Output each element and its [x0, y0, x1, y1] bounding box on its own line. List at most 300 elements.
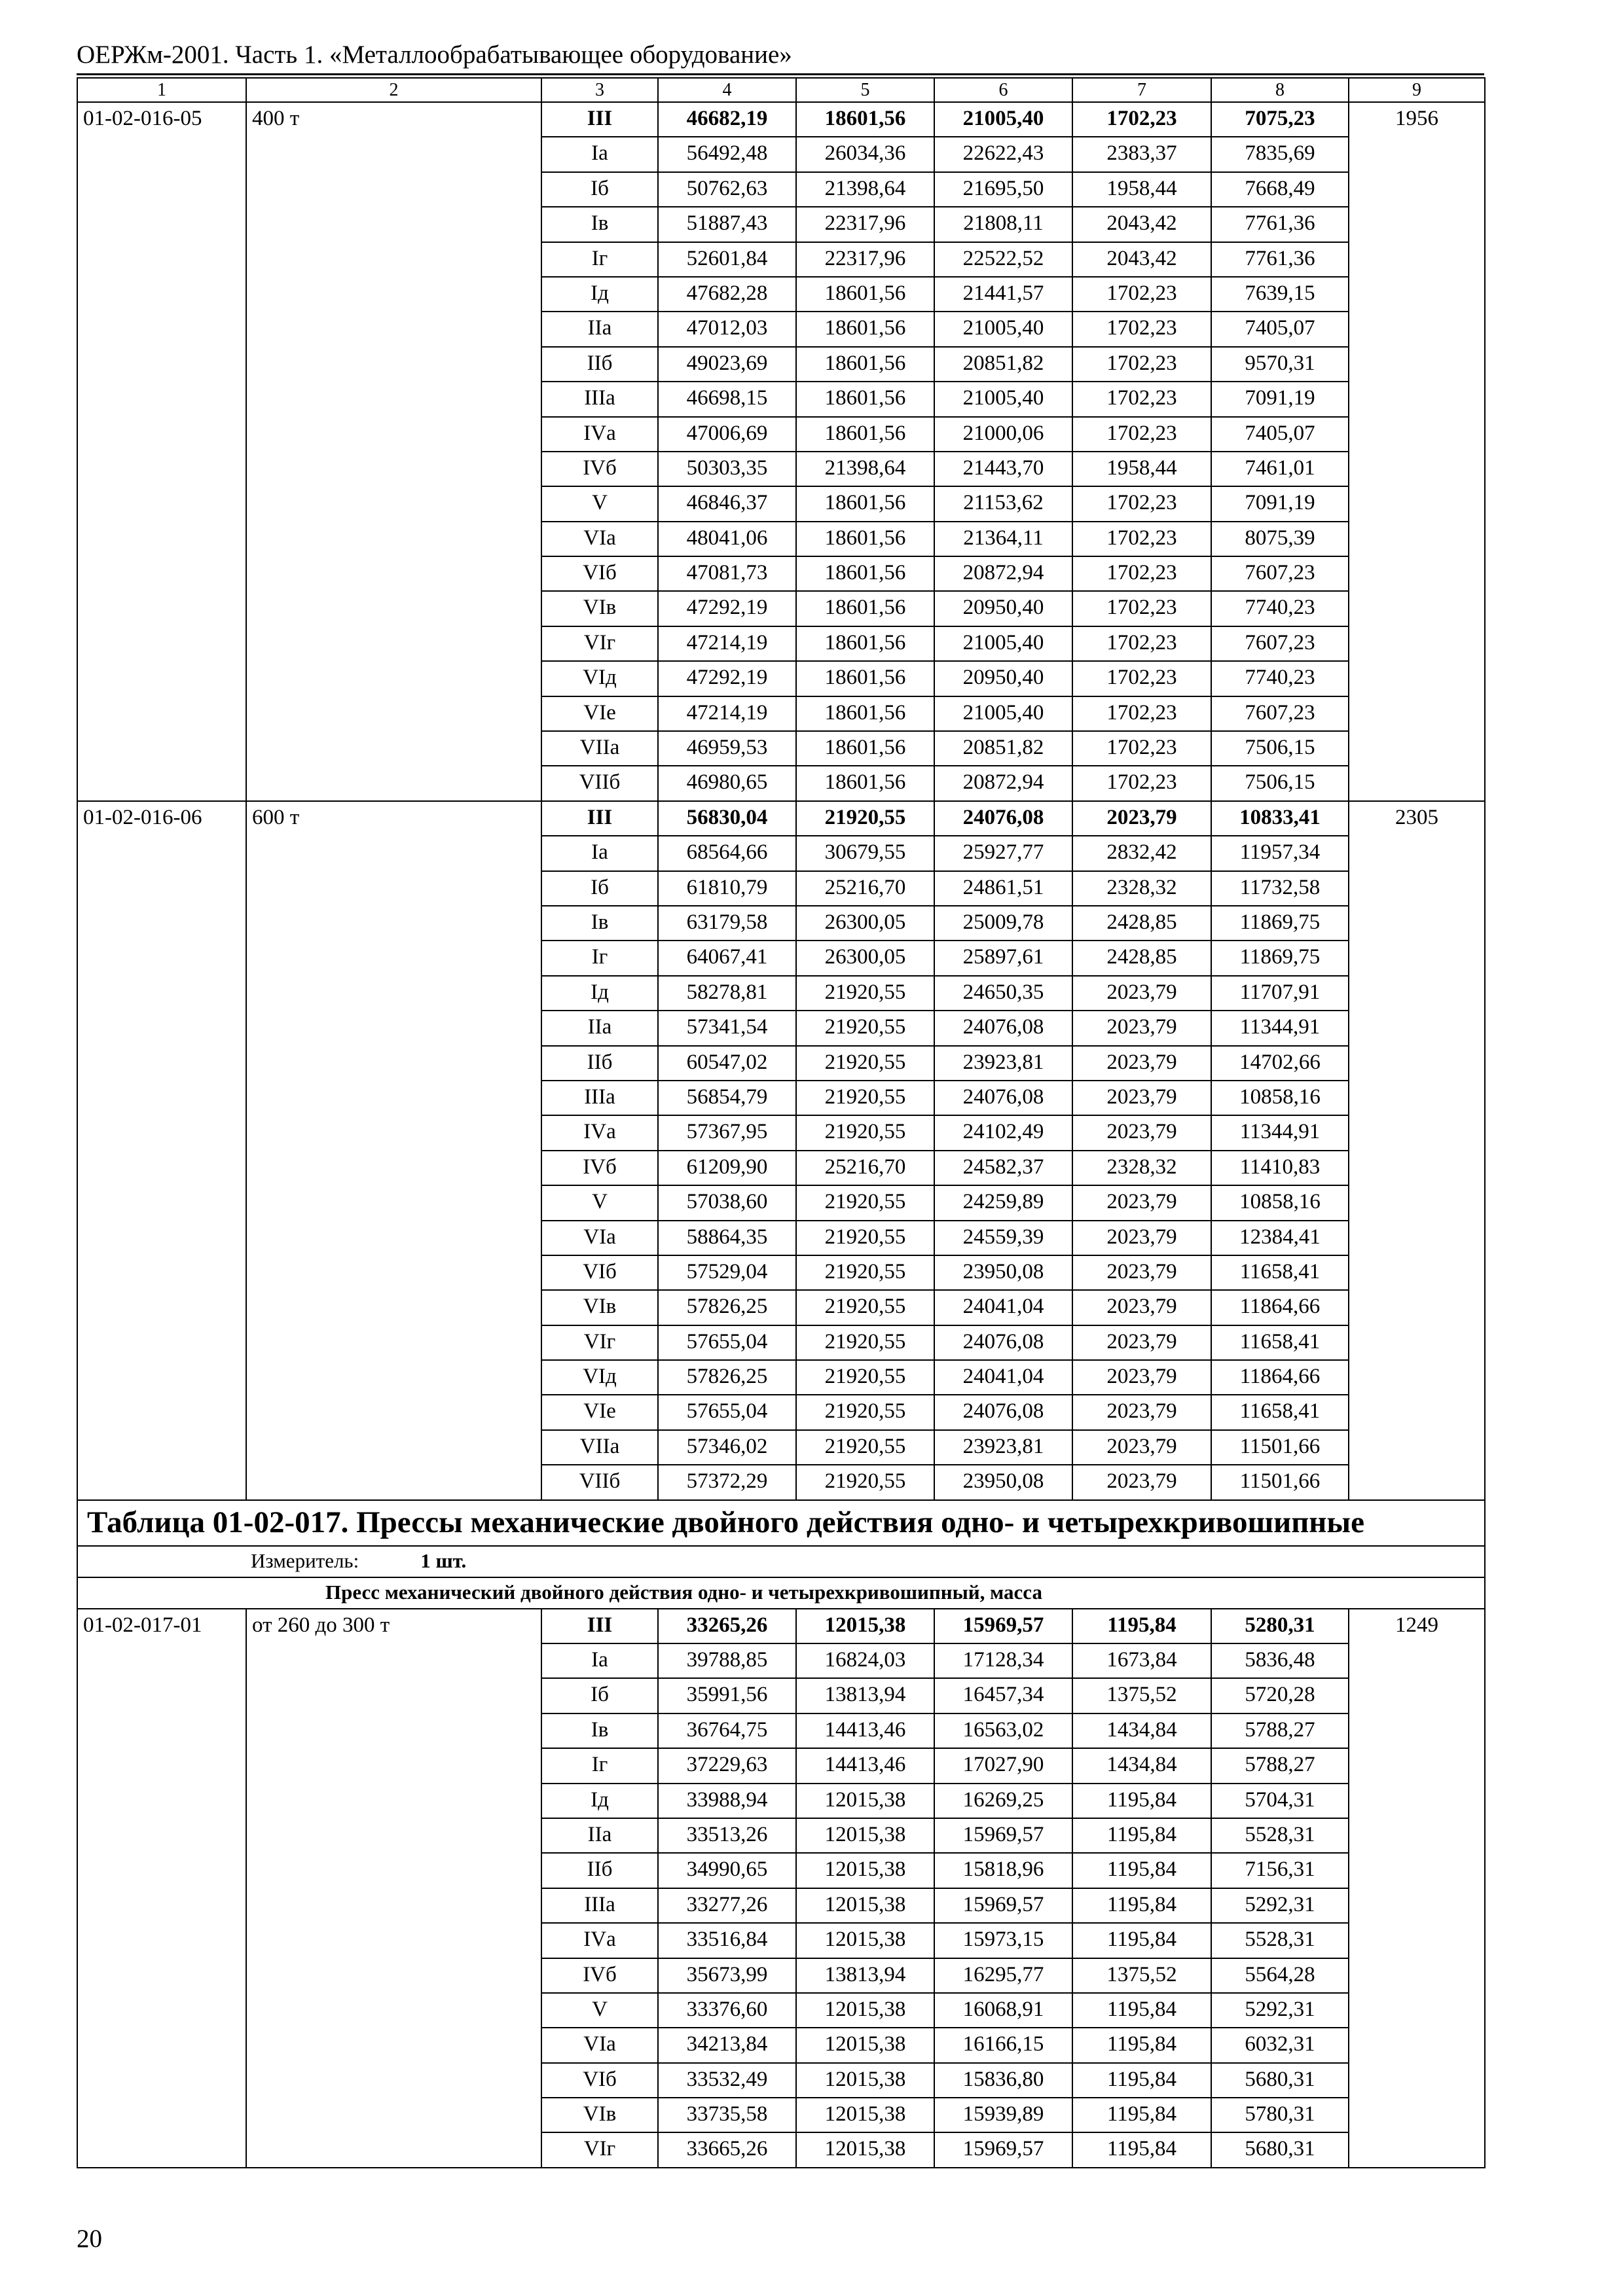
- value-cell: 18601,56: [796, 731, 934, 766]
- value-cell: 2023,79: [1072, 1046, 1211, 1081]
- zone-cell: IVб: [541, 1958, 658, 1993]
- zone-cell: VIв: [541, 1290, 658, 1325]
- value-cell: 2832,42: [1072, 836, 1211, 870]
- zone-cell: IVб: [541, 1151, 658, 1185]
- zone-cell: VIд: [541, 1360, 658, 1395]
- zone-cell: VIб: [541, 556, 658, 591]
- value-cell: 57038,60: [658, 1185, 796, 1220]
- value-cell: 1958,44: [1072, 452, 1211, 486]
- column-number: 2: [246, 78, 541, 102]
- meter-row: [77, 1546, 1485, 1577]
- value-cell: 50762,63: [658, 172, 796, 207]
- value-cell: 1195,84: [1072, 1923, 1211, 1958]
- value-cell: 21005,40: [934, 382, 1072, 416]
- value-cell: 16824,03: [796, 1643, 934, 1678]
- zone-cell: VIв: [541, 591, 658, 626]
- value-cell: 24559,39: [934, 1221, 1072, 1255]
- value-cell: 1673,84: [1072, 1643, 1211, 1678]
- value-cell: 15818,96: [934, 1853, 1072, 1888]
- value-cell: 2023,79: [1072, 1325, 1211, 1360]
- value-cell: 12015,38: [796, 1888, 934, 1923]
- value-cell: 46682,19: [658, 102, 796, 137]
- zone-cell: VIг: [541, 626, 658, 661]
- value-cell: 11658,41: [1211, 1255, 1349, 1290]
- value-cell: 12015,38: [796, 1923, 934, 1958]
- value-cell: 14413,46: [796, 1713, 934, 1748]
- zone-cell: III: [541, 1609, 658, 1643]
- value-cell: 5720,28: [1211, 1678, 1349, 1713]
- value-cell: 64067,41: [658, 941, 796, 975]
- value-cell: 1195,84: [1072, 1818, 1211, 1853]
- value-cell: 1702,23: [1072, 102, 1211, 137]
- value-cell: 1702,23: [1072, 417, 1211, 452]
- value-cell: 57367,95: [658, 1115, 796, 1150]
- section-title-row: [77, 1577, 1485, 1609]
- value-cell: 2023,79: [1072, 801, 1211, 836]
- value-cell: 7091,19: [1211, 382, 1349, 416]
- value-cell: 2328,32: [1072, 871, 1211, 906]
- value-cell: 20950,40: [934, 591, 1072, 626]
- value-cell: 21920,55: [796, 1465, 934, 1499]
- value-cell: 57826,25: [658, 1290, 796, 1325]
- value-cell: 2023,79: [1072, 976, 1211, 1011]
- value-cell: 49023,69: [658, 347, 796, 382]
- value-cell: 7405,07: [1211, 312, 1349, 346]
- value-cell: 1702,23: [1072, 312, 1211, 346]
- value-cell: 8075,39: [1211, 522, 1349, 556]
- zone-cell: VIа: [541, 522, 658, 556]
- value-cell: 2328,32: [1072, 1151, 1211, 1185]
- zone-cell: IVа: [541, 417, 658, 452]
- value-cell: 61209,90: [658, 1151, 796, 1185]
- value-cell: 48041,06: [658, 522, 796, 556]
- table-title-row: [77, 1500, 1485, 1546]
- zone-cell: VIIа: [541, 1430, 658, 1465]
- value-cell: 1702,23: [1072, 347, 1211, 382]
- value-cell: 21005,40: [934, 696, 1072, 731]
- value-cell: 37229,63: [658, 1748, 796, 1783]
- value-cell: 2023,79: [1072, 1011, 1211, 1045]
- value-cell: 24861,51: [934, 871, 1072, 906]
- value-cell: 5704,31: [1211, 1784, 1349, 1818]
- value-cell: 21920,55: [796, 1185, 934, 1220]
- value-cell: 56854,79: [658, 1081, 796, 1115]
- total-cell: 2305: [1349, 801, 1485, 1500]
- value-cell: 34213,84: [658, 2028, 796, 2062]
- value-cell: 57655,04: [658, 1395, 796, 1429]
- value-cell: 1375,52: [1072, 1678, 1211, 1713]
- value-cell: 1375,52: [1072, 1958, 1211, 1993]
- value-cell: 21920,55: [796, 976, 934, 1011]
- value-cell: 24259,89: [934, 1185, 1072, 1220]
- value-cell: 57826,25: [658, 1360, 796, 1395]
- value-cell: 21920,55: [796, 1395, 934, 1429]
- value-cell: 5564,28: [1211, 1958, 1349, 1993]
- value-cell: 20872,94: [934, 556, 1072, 591]
- zone-cell: IIа: [541, 312, 658, 346]
- value-cell: 16457,34: [934, 1678, 1072, 1713]
- value-cell: 1702,23: [1072, 626, 1211, 661]
- value-cell: 15969,57: [934, 1888, 1072, 1923]
- zone-cell: III: [541, 801, 658, 836]
- zone-cell: VIб: [541, 1255, 658, 1290]
- zone-cell: VIг: [541, 1325, 658, 1360]
- value-cell: 21441,57: [934, 277, 1072, 312]
- value-cell: 5780,31: [1211, 2098, 1349, 2132]
- value-cell: 21920,55: [796, 1115, 934, 1150]
- zone-cell: IIIа: [541, 382, 658, 416]
- zone-cell: VIIа: [541, 731, 658, 766]
- value-cell: 11501,66: [1211, 1465, 1349, 1499]
- zone-cell: Iв: [541, 906, 658, 941]
- value-cell: 21005,40: [934, 626, 1072, 661]
- value-cell: 1958,44: [1072, 172, 1211, 207]
- value-cell: 26300,05: [796, 941, 934, 975]
- value-cell: 12015,38: [796, 1784, 934, 1818]
- value-cell: 20872,94: [934, 766, 1072, 800]
- value-cell: 47012,03: [658, 312, 796, 346]
- value-cell: 24041,04: [934, 1290, 1072, 1325]
- value-cell: 14702,66: [1211, 1046, 1349, 1081]
- value-cell: 35673,99: [658, 1958, 796, 1993]
- value-cell: 11869,75: [1211, 941, 1349, 975]
- value-cell: 1702,23: [1072, 486, 1211, 521]
- header-divider: [77, 73, 1484, 75]
- value-cell: 12015,38: [796, 1609, 934, 1643]
- zone-cell: IIIа: [541, 1081, 658, 1115]
- rates-table-body: [77, 78, 1485, 2168]
- value-cell: 18601,56: [796, 626, 934, 661]
- zone-cell: IVа: [541, 1115, 658, 1150]
- value-cell: 12015,38: [796, 2098, 934, 2132]
- value-cell: 5292,31: [1211, 1993, 1349, 2028]
- value-cell: 6032,31: [1211, 2028, 1349, 2062]
- value-cell: 33513,26: [658, 1818, 796, 1853]
- value-cell: 20851,82: [934, 731, 1072, 766]
- value-cell: 18601,56: [796, 766, 934, 800]
- value-cell: 21005,40: [934, 312, 1072, 346]
- value-cell: 36764,75: [658, 1713, 796, 1748]
- code-cell: 01-02-016-06: [77, 801, 246, 1500]
- value-cell: 21920,55: [796, 801, 934, 836]
- value-cell: 15969,57: [934, 1609, 1072, 1643]
- column-number: 9: [1349, 78, 1485, 102]
- value-cell: 24076,08: [934, 1011, 1072, 1045]
- value-cell: 18601,56: [796, 486, 934, 521]
- value-cell: 12384,41: [1211, 1221, 1349, 1255]
- value-cell: 5292,31: [1211, 1888, 1349, 1923]
- value-cell: 10833,41: [1211, 801, 1349, 836]
- value-cell: 7607,23: [1211, 626, 1349, 661]
- value-cell: 60547,02: [658, 1046, 796, 1081]
- value-cell: 57372,29: [658, 1465, 796, 1499]
- value-cell: 7639,15: [1211, 277, 1349, 312]
- value-cell: 5280,31: [1211, 1609, 1349, 1643]
- value-cell: 7835,69: [1211, 137, 1349, 171]
- zone-cell: VIIб: [541, 1465, 658, 1499]
- value-cell: 7740,23: [1211, 661, 1349, 696]
- value-cell: 25897,61: [934, 941, 1072, 975]
- value-cell: 2023,79: [1072, 1221, 1211, 1255]
- value-cell: 11501,66: [1211, 1430, 1349, 1465]
- value-cell: 5836,48: [1211, 1643, 1349, 1678]
- value-cell: 24076,08: [934, 1395, 1072, 1429]
- value-cell: 22317,96: [796, 207, 934, 242]
- rates-table: [77, 77, 1486, 2168]
- section-title: Пресс механический двойного действия одно- и четырехкривошипный, масса: [77, 1577, 1485, 1609]
- value-cell: 1702,23: [1072, 661, 1211, 696]
- value-cell: 5528,31: [1211, 1818, 1349, 1853]
- value-cell: 39788,85: [658, 1643, 796, 1678]
- value-cell: 68564,66: [658, 836, 796, 870]
- zone-cell: Iд: [541, 976, 658, 1011]
- value-cell: 14413,46: [796, 1748, 934, 1783]
- value-cell: 21005,40: [934, 102, 1072, 137]
- value-cell: 16295,77: [934, 1958, 1072, 1993]
- zone-cell: VIIб: [541, 766, 658, 800]
- value-cell: 16269,25: [934, 1784, 1072, 1818]
- value-cell: 18601,56: [796, 417, 934, 452]
- zone-cell: Iб: [541, 1678, 658, 1713]
- zone-cell: Iа: [541, 836, 658, 870]
- value-cell: 2383,37: [1072, 137, 1211, 171]
- value-cell: 11344,91: [1211, 1115, 1349, 1150]
- value-cell: 20851,82: [934, 347, 1072, 382]
- zone-cell: VIв: [541, 2098, 658, 2132]
- column-number: 5: [796, 78, 934, 102]
- value-cell: 21920,55: [796, 1290, 934, 1325]
- value-cell: 2023,79: [1072, 1360, 1211, 1395]
- value-cell: 25927,77: [934, 836, 1072, 870]
- value-cell: 33665,26: [658, 2132, 796, 2167]
- value-cell: 12015,38: [796, 1853, 934, 1888]
- value-cell: 1702,23: [1072, 696, 1211, 731]
- total-cell: 1249: [1349, 1609, 1485, 2168]
- value-cell: 11658,41: [1211, 1395, 1349, 1429]
- table-row: [77, 801, 1485, 836]
- value-cell: 18601,56: [796, 696, 934, 731]
- zone-cell: IIб: [541, 347, 658, 382]
- value-cell: 15973,15: [934, 1923, 1072, 1958]
- value-cell: 7668,49: [1211, 172, 1349, 207]
- value-cell: 1195,84: [1072, 2098, 1211, 2132]
- column-number: 8: [1211, 78, 1349, 102]
- value-cell: 47081,73: [658, 556, 796, 591]
- value-cell: 24582,37: [934, 1151, 1072, 1185]
- value-cell: 21000,06: [934, 417, 1072, 452]
- zone-cell: Iд: [541, 1784, 658, 1818]
- value-cell: 2023,79: [1072, 1255, 1211, 1290]
- value-cell: 16166,15: [934, 2028, 1072, 2062]
- value-cell: 15969,57: [934, 2132, 1072, 2167]
- value-cell: 18601,56: [796, 661, 934, 696]
- value-cell: 24076,08: [934, 1325, 1072, 1360]
- zone-cell: VIа: [541, 2028, 658, 2062]
- value-cell: 11864,66: [1211, 1290, 1349, 1325]
- value-cell: 46980,65: [658, 766, 796, 800]
- value-cell: 1195,84: [1072, 1993, 1211, 2028]
- value-cell: 1195,84: [1072, 2132, 1211, 2167]
- value-cell: 12015,38: [796, 1818, 934, 1853]
- value-cell: 46959,53: [658, 731, 796, 766]
- zone-cell: VIг: [541, 2132, 658, 2167]
- value-cell: 1702,23: [1072, 277, 1211, 312]
- column-number: 3: [541, 78, 658, 102]
- value-cell: 11707,91: [1211, 976, 1349, 1011]
- value-cell: 5788,27: [1211, 1713, 1349, 1748]
- zone-cell: Iд: [541, 277, 658, 312]
- value-cell: 5680,31: [1211, 2132, 1349, 2167]
- zone-cell: IIб: [541, 1853, 658, 1888]
- value-cell: 18601,56: [796, 312, 934, 346]
- value-cell: 21920,55: [796, 1430, 934, 1465]
- zone-cell: IIIа: [541, 1888, 658, 1923]
- value-cell: 9570,31: [1211, 347, 1349, 382]
- meter-cell: [77, 1546, 1485, 1577]
- value-cell: 21364,11: [934, 522, 1072, 556]
- value-cell: 25216,70: [796, 871, 934, 906]
- value-cell: 2023,79: [1072, 1081, 1211, 1115]
- value-cell: 22317,96: [796, 242, 934, 277]
- value-cell: 21920,55: [796, 1011, 934, 1045]
- name-cell: 600 т: [246, 801, 541, 1500]
- zone-cell: Iб: [541, 871, 658, 906]
- meter-value: 1 шт.: [420, 1549, 467, 1572]
- value-cell: 12015,38: [796, 1993, 934, 2028]
- value-cell: 56830,04: [658, 801, 796, 836]
- zone-cell: IIб: [541, 1046, 658, 1081]
- zone-cell: IIа: [541, 1818, 658, 1853]
- value-cell: 1195,84: [1072, 1888, 1211, 1923]
- value-cell: 46698,15: [658, 382, 796, 416]
- meter-label: Измеритель:: [251, 1549, 359, 1572]
- value-cell: 18601,56: [796, 347, 934, 382]
- zone-cell: Iг: [541, 242, 658, 277]
- value-cell: 1702,23: [1072, 522, 1211, 556]
- zone-cell: VIб: [541, 2063, 658, 2098]
- value-cell: 1195,84: [1072, 1784, 1211, 1818]
- value-cell: 7091,19: [1211, 486, 1349, 521]
- column-number: 1: [77, 78, 246, 102]
- value-cell: 10858,16: [1211, 1185, 1349, 1220]
- value-cell: 22622,43: [934, 137, 1072, 171]
- value-cell: 46846,37: [658, 486, 796, 521]
- code-cell: 01-02-016-05: [77, 102, 246, 801]
- value-cell: 11864,66: [1211, 1360, 1349, 1395]
- value-cell: 21920,55: [796, 1325, 934, 1360]
- value-cell: 56492,48: [658, 137, 796, 171]
- value-cell: 21920,55: [796, 1360, 934, 1395]
- value-cell: 23923,81: [934, 1046, 1072, 1081]
- value-cell: 2043,42: [1072, 242, 1211, 277]
- value-cell: 47006,69: [658, 417, 796, 452]
- value-cell: 1702,23: [1072, 731, 1211, 766]
- value-cell: 33277,26: [658, 1888, 796, 1923]
- value-cell: 21920,55: [796, 1081, 934, 1115]
- value-cell: 33516,84: [658, 1923, 796, 1958]
- value-cell: 15836,80: [934, 2063, 1072, 2098]
- value-cell: 24650,35: [934, 976, 1072, 1011]
- value-cell: 13813,94: [796, 1958, 934, 1993]
- value-cell: 18601,56: [796, 556, 934, 591]
- value-cell: 2023,79: [1072, 1115, 1211, 1150]
- value-cell: 7461,01: [1211, 452, 1349, 486]
- value-cell: 61810,79: [658, 871, 796, 906]
- value-cell: 23950,08: [934, 1255, 1072, 1290]
- value-cell: 47292,19: [658, 591, 796, 626]
- value-cell: 2023,79: [1072, 1290, 1211, 1325]
- value-cell: 51887,43: [658, 207, 796, 242]
- zone-cell: Iа: [541, 137, 658, 171]
- value-cell: 7607,23: [1211, 556, 1349, 591]
- value-cell: 22522,52: [934, 242, 1072, 277]
- value-cell: 26300,05: [796, 906, 934, 941]
- value-cell: 21920,55: [796, 1255, 934, 1290]
- value-cell: 7156,31: [1211, 1853, 1349, 1888]
- value-cell: 30679,55: [796, 836, 934, 870]
- value-cell: 24076,08: [934, 1081, 1072, 1115]
- value-cell: 17027,90: [934, 1748, 1072, 1783]
- value-cell: 35991,56: [658, 1678, 796, 1713]
- value-cell: 7506,15: [1211, 731, 1349, 766]
- value-cell: 2023,79: [1072, 1430, 1211, 1465]
- value-cell: 58864,35: [658, 1221, 796, 1255]
- value-cell: 57529,04: [658, 1255, 796, 1290]
- value-cell: 1195,84: [1072, 1853, 1211, 1888]
- value-cell: 33532,49: [658, 2063, 796, 2098]
- value-cell: 17128,34: [934, 1643, 1072, 1678]
- value-cell: 33735,58: [658, 2098, 796, 2132]
- zone-cell: Iа: [541, 1643, 658, 1678]
- code-cell: 01-02-017-01: [77, 1609, 246, 2168]
- zone-cell: VIе: [541, 696, 658, 731]
- value-cell: 50303,35: [658, 452, 796, 486]
- value-cell: 18601,56: [796, 277, 934, 312]
- value-cell: 15939,89: [934, 2098, 1072, 2132]
- zone-cell: V: [541, 486, 658, 521]
- value-cell: 2043,42: [1072, 207, 1211, 242]
- value-cell: 21398,64: [796, 172, 934, 207]
- value-cell: 12015,38: [796, 2063, 934, 2098]
- value-cell: 7740,23: [1211, 591, 1349, 626]
- value-cell: 15969,57: [934, 1818, 1072, 1853]
- column-number-row: [77, 78, 1485, 102]
- value-cell: 21695,50: [934, 172, 1072, 207]
- zone-cell: Iв: [541, 1713, 658, 1748]
- value-cell: 47292,19: [658, 661, 796, 696]
- value-cell: 5680,31: [1211, 2063, 1349, 2098]
- value-cell: 16563,02: [934, 1713, 1072, 1748]
- value-cell: 34990,65: [658, 1853, 796, 1888]
- zone-cell: Iг: [541, 1748, 658, 1783]
- value-cell: 2023,79: [1072, 1185, 1211, 1220]
- value-cell: 7761,36: [1211, 242, 1349, 277]
- value-cell: 24041,04: [934, 1360, 1072, 1395]
- table-row: [77, 102, 1485, 137]
- value-cell: 2428,85: [1072, 906, 1211, 941]
- table-title: Таблица 01-02-017. Прессы механические двойного действия одно- и четырехкривошипные: [77, 1500, 1485, 1546]
- value-cell: 7075,23: [1211, 102, 1349, 137]
- value-cell: 57346,02: [658, 1430, 796, 1465]
- zone-cell: IVб: [541, 452, 658, 486]
- value-cell: 33376,60: [658, 1993, 796, 2028]
- value-cell: 11658,41: [1211, 1325, 1349, 1360]
- value-cell: 1702,23: [1072, 556, 1211, 591]
- value-cell: 18601,56: [796, 591, 934, 626]
- value-cell: 21153,62: [934, 486, 1072, 521]
- zone-cell: V: [541, 1185, 658, 1220]
- value-cell: 33988,94: [658, 1784, 796, 1818]
